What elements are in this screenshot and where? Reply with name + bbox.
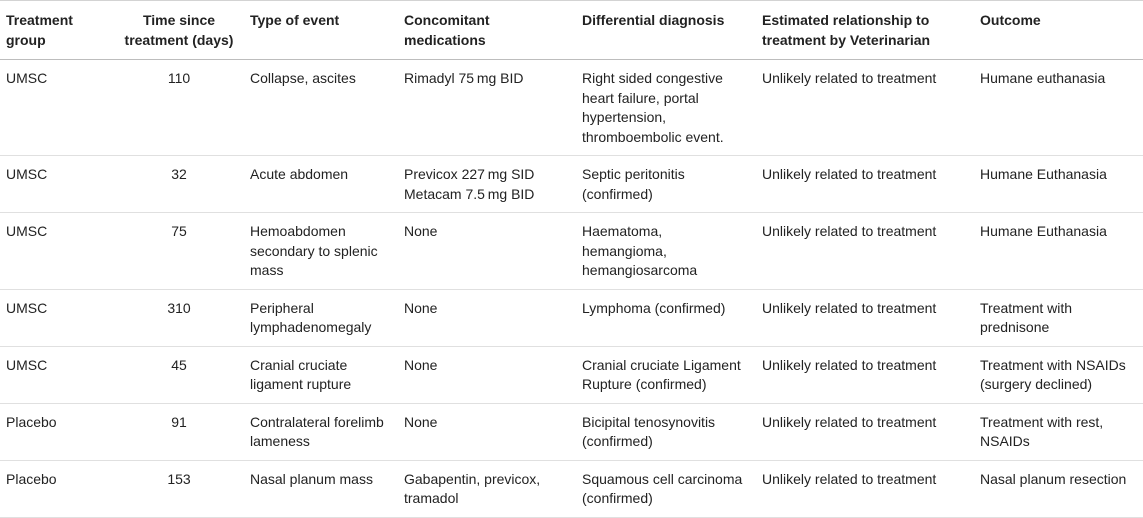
cell-concomitant-medications: None <box>404 223 438 239</box>
cell-type-of-event: Nasal planum mass <box>250 470 373 487</box>
cell-treatment-group: Placebo <box>6 470 57 487</box>
cell-estimated-relationship: Unlikely related to treatment <box>762 299 937 316</box>
cell-estimated-relationship: Unlikely related to treatment <box>762 470 937 487</box>
cell-time-since-treatment: 153 <box>167 470 191 487</box>
header-estimated-relationship: Estimated relationship to treatment by Veterinarian <box>762 12 931 48</box>
cell-type-of-event: Hemoabdomen secondary to splenic mass <box>250 223 378 278</box>
cell-concomitant-medications: Gabapentin, previcox, tramadol <box>404 470 541 506</box>
cell-estimated-relationship: Unlikely related to treatment <box>762 166 937 182</box>
header-outcome: Outcome <box>980 12 1041 28</box>
cell-outcome: Treatment with prednisone <box>980 299 1073 335</box>
cell-concomitant-medications: None <box>404 413 438 430</box>
cell-estimated-relationship: Unlikely related to treatment <box>762 356 937 373</box>
table-row <box>0 403 1143 460</box>
cell-treatment-group: UMSC <box>6 356 48 373</box>
cell-concomitant-medications: Rimadyl 75 mg BID <box>404 70 524 86</box>
table-row <box>0 289 1143 346</box>
cell-time-since-treatment: 310 <box>167 299 191 316</box>
cell-outcome: Treatment with rest, NSAIDs <box>980 413 1104 449</box>
cell-differential-diagnosis: Haematoma, hemangioma, hemangiosarcoma <box>582 223 698 278</box>
cell-outcome: Humane Euthanasia <box>980 166 1107 182</box>
cell-treatment-group: UMSC <box>6 166 48 182</box>
cell-type-of-event: Contralateral forelimb lameness <box>250 413 384 449</box>
table-row <box>0 60 1143 156</box>
cell-differential-diagnosis: Right sided congestive heart failure, portal hypertension, thromboembolic event. <box>582 70 724 145</box>
header-treatment-group: Treatment group <box>6 12 73 48</box>
cell-time-since-treatment: 32 <box>171 166 187 182</box>
cell-time-since-treatment: 75 <box>171 223 187 239</box>
table-header <box>0 1 1143 60</box>
cell-concomitant-medications: None <box>404 299 438 316</box>
cell-time-since-treatment: 45 <box>171 356 187 373</box>
table-row <box>0 156 1143 213</box>
cell-type-of-event: Cranial cruciate ligament rupture <box>250 356 352 392</box>
cell-type-of-event: Acute abdomen <box>250 166 349 182</box>
table-row <box>0 460 1143 517</box>
cell-differential-diagnosis: Cranial cruciate Ligament Rupture (confirmed) <box>582 356 741 392</box>
cell-treatment-group: UMSC <box>6 70 48 86</box>
header-time-since-treatment: Time since treatment (days) <box>124 12 234 48</box>
cell-time-since-treatment: 91 <box>171 413 187 430</box>
cell-outcome: Humane Euthanasia <box>980 223 1107 239</box>
header-concomitant-medications: Concomitant medications <box>404 12 490 48</box>
cell-treatment-group: UMSC <box>6 223 48 239</box>
cell-outcome: Humane euthanasia <box>980 70 1106 86</box>
header-differential-diagnosis: Differential diagnosis <box>582 12 725 28</box>
header-type-of-event: Type of event <box>250 12 340 28</box>
table-body <box>0 60 1143 518</box>
cell-differential-diagnosis: Bicipital tenosynovitis (confirmed) <box>582 413 716 449</box>
cell-differential-diagnosis: Lymphoma (confirmed) <box>582 299 726 316</box>
cell-estimated-relationship: Unlikely related to treatment <box>762 223 937 239</box>
cell-concomitant-medications: Previcox 227 mg SID Metacam 7.5 mg BID <box>404 166 535 202</box>
cell-outcome: Nasal planum resection <box>980 470 1127 487</box>
cell-type-of-event: Peripheral lymphadenomegaly <box>250 299 372 335</box>
cell-differential-diagnosis: Septic peritonitis (confirmed) <box>582 166 685 202</box>
cell-time-since-treatment: 110 <box>167 70 191 86</box>
cell-concomitant-medications: None <box>404 356 438 373</box>
cell-outcome: Treatment with NSAIDs (surgery declined) <box>980 356 1126 392</box>
cell-treatment-group: Placebo <box>6 413 57 430</box>
table-row <box>0 346 1143 403</box>
cell-type-of-event: Collapse, ascites <box>250 70 356 86</box>
cell-differential-diagnosis: Squamous cell carcinoma (confirmed) <box>582 470 743 506</box>
header-row <box>0 1 1143 60</box>
cell-estimated-relationship: Unlikely related to treatment <box>762 70 937 86</box>
table-row <box>0 213 1143 290</box>
cell-treatment-group: UMSC <box>6 299 48 316</box>
cell-estimated-relationship: Unlikely related to treatment <box>762 413 937 430</box>
